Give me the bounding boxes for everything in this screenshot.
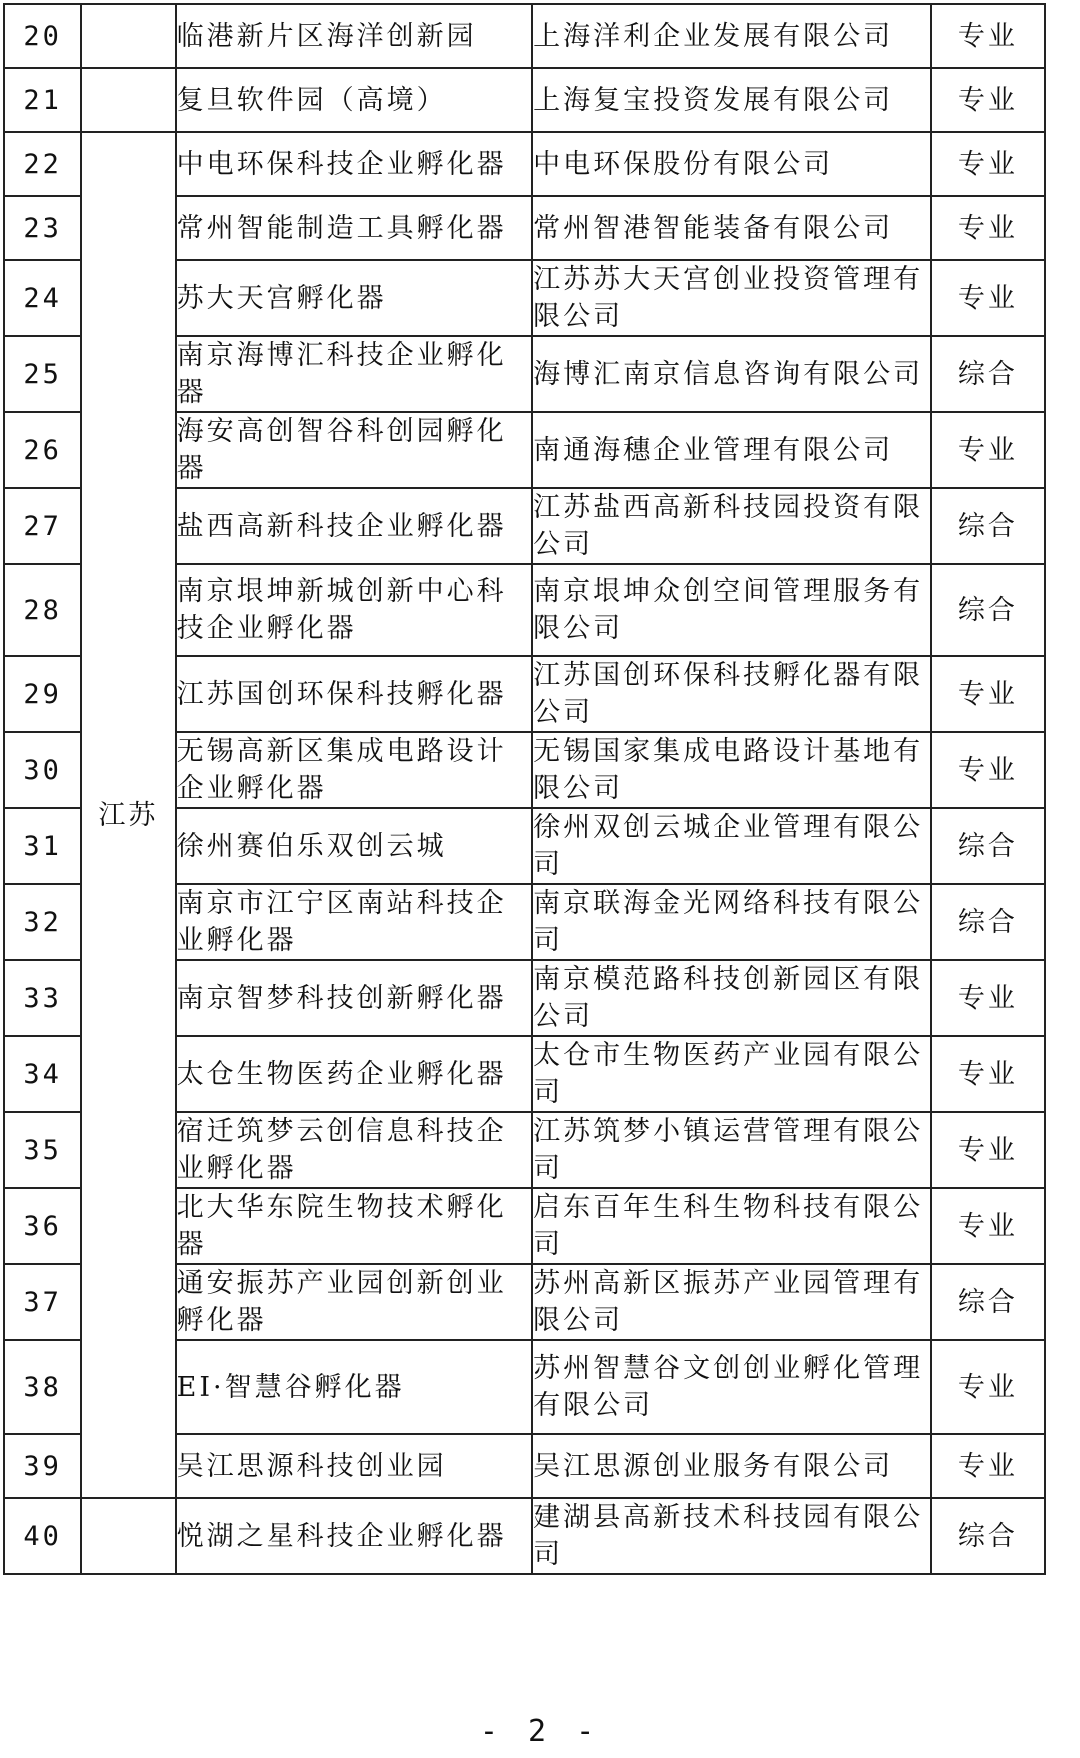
operating-company: 南京垠坤众创空间管理服务有限公司 xyxy=(532,564,931,656)
operating-company: 江苏筑梦小镇运营管理有限公司 xyxy=(532,1112,931,1188)
operating-company: 常州智港智能装备有限公司 xyxy=(532,196,931,260)
row-number: 40 xyxy=(4,1498,81,1574)
incubator-name: 中电环保科技企业孵化器 xyxy=(176,132,532,196)
table-body xyxy=(4,4,1045,1574)
incubator-name: 常州智能制造工具孵化器 xyxy=(176,196,532,260)
row-number: 37 xyxy=(4,1264,81,1340)
incubator-name: 复旦软件园（高境） xyxy=(176,68,532,132)
incubator-type: 专业 xyxy=(931,1340,1045,1434)
operating-company: 江苏苏大天宫创业投资管理有限公司 xyxy=(532,260,931,336)
incubator-name: 苏大天宫孵化器 xyxy=(176,260,532,336)
row-number: 39 xyxy=(4,1434,81,1498)
incubator-type: 综合 xyxy=(931,1264,1045,1340)
operating-company: 江苏盐西高新科技园投资有限公司 xyxy=(532,488,931,564)
incubator-name: 无锡高新区集成电路设计企业孵化器 xyxy=(176,732,532,808)
incubator-name: 海安高创智谷科创园孵化器 xyxy=(176,412,532,488)
row-number: 25 xyxy=(4,336,81,412)
incubator-type: 专业 xyxy=(931,132,1045,196)
incubator-name: 临港新片区海洋创新园 xyxy=(176,4,532,68)
table-row xyxy=(4,1498,1045,1574)
incubator-type: 专业 xyxy=(931,1112,1045,1188)
province-cell xyxy=(81,68,176,132)
province-cell xyxy=(81,4,176,68)
incubator-type: 综合 xyxy=(931,488,1045,564)
operating-company: 海博汇南京信息咨询有限公司 xyxy=(532,336,931,412)
incubator-type: 综合 xyxy=(931,884,1045,960)
table-row xyxy=(4,68,1045,132)
operating-company: 南京模范路科技创新园区有限公司 xyxy=(532,960,931,1036)
row-number: 27 xyxy=(4,488,81,564)
incubator-type: 专业 xyxy=(931,412,1045,488)
province-cell: 江苏 xyxy=(81,132,176,1498)
operating-company: 上海洋利企业发展有限公司 xyxy=(532,4,931,68)
row-number: 35 xyxy=(4,1112,81,1188)
incubator-type: 综合 xyxy=(931,564,1045,656)
operating-company: 南通海穗企业管理有限公司 xyxy=(532,412,931,488)
operating-company: 江苏国创环保科技孵化器有限公司 xyxy=(532,656,931,732)
row-number: 23 xyxy=(4,196,81,260)
incubator-name: 徐州赛伯乐双创云城 xyxy=(176,808,532,884)
operating-company: 无锡国家集成电路设计基地有限公司 xyxy=(532,732,931,808)
operating-company: 吴江思源创业服务有限公司 xyxy=(532,1434,931,1498)
incubator-name: 盐西高新科技企业孵化器 xyxy=(176,488,532,564)
row-number: 22 xyxy=(4,132,81,196)
operating-company: 苏州智慧谷文创创业孵化管理有限公司 xyxy=(532,1340,931,1434)
incubator-type: 专业 xyxy=(931,1434,1045,1498)
operating-company: 上海复宝投资发展有限公司 xyxy=(532,68,931,132)
operating-company: 中电环保股份有限公司 xyxy=(532,132,931,196)
incubator-type: 专业 xyxy=(931,732,1045,808)
incubator-name: 南京海博汇科技企业孵化器 xyxy=(176,336,532,412)
row-number: 21 xyxy=(4,68,81,132)
incubator-type: 专业 xyxy=(931,1188,1045,1264)
incubator-name: 悦湖之星科技企业孵化器 xyxy=(176,1498,532,1574)
incubator-type: 综合 xyxy=(931,808,1045,884)
incubator-type: 专业 xyxy=(931,196,1045,260)
incubator-table xyxy=(3,3,1046,1575)
incubator-type: 综合 xyxy=(931,336,1045,412)
incubator-type: 专业 xyxy=(931,68,1045,132)
incubator-type: 专业 xyxy=(931,260,1045,336)
row-number: 20 xyxy=(4,4,81,68)
operating-company: 徐州双创云城企业管理有限公司 xyxy=(532,808,931,884)
page-number: - 2 - xyxy=(479,1714,601,1749)
row-number: 34 xyxy=(4,1036,81,1112)
row-number: 33 xyxy=(4,960,81,1036)
incubator-name: 太仓生物医药企业孵化器 xyxy=(176,1036,532,1112)
incubator-name: 吴江思源科技创业园 xyxy=(176,1434,532,1498)
operating-company: 建湖县高新技术科技园有限公司 xyxy=(532,1498,931,1574)
incubator-name: 南京垠坤新城创新中心科技企业孵化器 xyxy=(176,564,532,656)
table-row xyxy=(4,132,1045,196)
operating-company: 南京联海金光网络科技有限公司 xyxy=(532,884,931,960)
operating-company: 苏州高新区振苏产业园管理有限公司 xyxy=(532,1264,931,1340)
province-cell xyxy=(81,1498,176,1574)
incubator-name: 通安振苏产业园创新创业孵化器 xyxy=(176,1264,532,1340)
incubator-type: 专业 xyxy=(931,1036,1045,1112)
table-row xyxy=(4,4,1045,68)
row-number: 36 xyxy=(4,1188,81,1264)
row-number: 38 xyxy=(4,1340,81,1434)
incubator-name: EI·智慧谷孵化器 xyxy=(176,1340,532,1434)
incubator-name: 南京智梦科技创新孵化器 xyxy=(176,960,532,1036)
row-number: 29 xyxy=(4,656,81,732)
operating-company: 太仓市生物医药产业园有限公司 xyxy=(532,1036,931,1112)
row-number: 30 xyxy=(4,732,81,808)
incubator-name: 南京市江宁区南站科技企业孵化器 xyxy=(176,884,532,960)
row-number: 26 xyxy=(4,412,81,488)
incubator-name: 江苏国创环保科技孵化器 xyxy=(176,656,532,732)
incubator-type: 专业 xyxy=(931,960,1045,1036)
row-number: 31 xyxy=(4,808,81,884)
incubator-name: 北大华东院生物技术孵化器 xyxy=(176,1188,532,1264)
incubator-type: 综合 xyxy=(931,1498,1045,1574)
incubator-type: 专业 xyxy=(931,4,1045,68)
row-number: 32 xyxy=(4,884,81,960)
row-number: 28 xyxy=(4,564,81,656)
incubator-type: 专业 xyxy=(931,656,1045,732)
operating-company: 启东百年生科生物科技有限公司 xyxy=(532,1188,931,1264)
incubator-name: 宿迁筑梦云创信息科技企业孵化器 xyxy=(176,1112,532,1188)
row-number: 24 xyxy=(4,260,81,336)
